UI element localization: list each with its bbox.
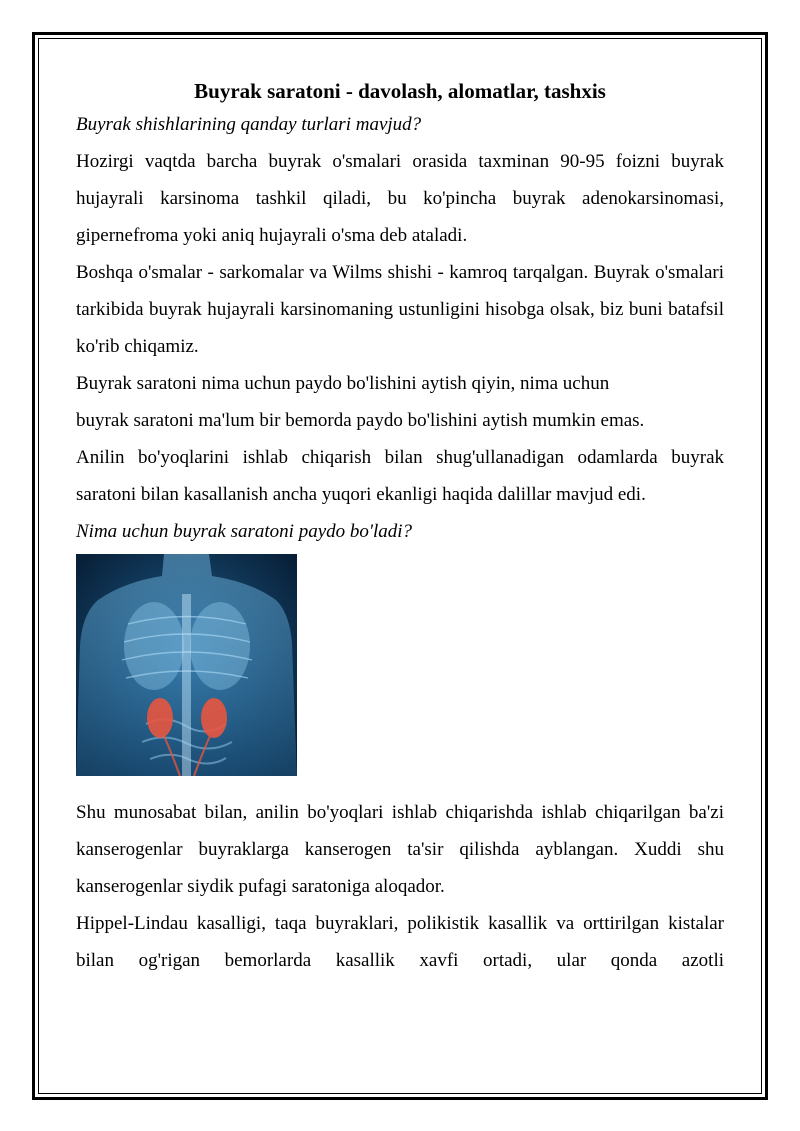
document-body xyxy=(76,76,724,979)
paragraph-carcinogens: Shu munosabat bilan, anilin bo'yoqlari ishlab chiqarishda ishlab chiqarilgan ba'zi kanserogenlar buyraklarga kanserogen ta'sir qilishda ayblangan. Xuddi shu kanserogenlar siydik pufagi saratoniga aloqador. xyxy=(76,802,724,897)
paragraph-cause-line-1: Buyrak saratoni nima uchun paydo bo'lishini aytish qiyin, nima uchun xyxy=(76,373,610,394)
paragraph-risk-factors: Hippel-Lindau kasalligi, taqa buyraklari, polikistik kasallik va orttirilgan kistalar bilan og'rigan bemorlarda kasallik xavfi ortadi, ular qonda azotli xyxy=(76,913,724,971)
paragraph-carcinoma: Hozirgi vaqtda barcha buyrak o'smalari orasida taxminan 90-95 foizni buyrak hujayrali karsinoma tashkil qiladi, bu ko'pincha buyrak adenokarsinomasi, gipernefroma yoki aniq hujayrali o'sma deb ataladi. xyxy=(76,151,724,246)
document-title: Buyrak saratoni - davolash, alomatlar, tashxis xyxy=(194,79,606,103)
paragraph-aniline: Anilin bo'yoqlarini ishlab chiqarish bilan shug'ullanadigan odamlarda buyrak saratoni bilan kasallanish ancha yuqori ekanligi haqida dalillar mavjud edi. xyxy=(76,447,724,505)
subheading-tumor-types: Buyrak shishlarining qanday turlari mavjud? xyxy=(76,114,422,135)
subheading-why-cancer: Nima uchun buyrak saratoni paydo bo'ladi? xyxy=(76,521,413,542)
kidney-anatomy-image xyxy=(76,554,297,776)
paragraph-cause-line-2: buyrak saratoni ma'lum bir bemorda paydo bo'lishini aytish mumkin emas. xyxy=(76,410,645,431)
paragraph-other-tumors: Boshqa o'smalar - sarkomalar va Wilms shishi - kamroq tarqalgan. Buyrak o'smalari tarkibida buyrak hujayrali karsinomaning ustunligini hisobga olsak, biz buni batafsil ko'rib chiqamiz. xyxy=(76,262,724,357)
